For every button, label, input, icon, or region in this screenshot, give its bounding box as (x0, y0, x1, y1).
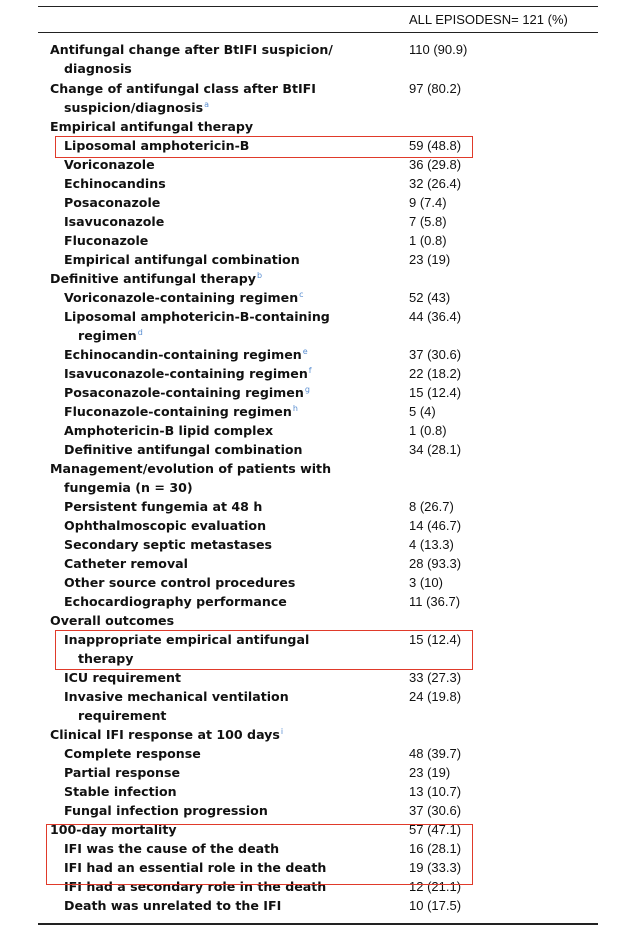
row-label (50, 79, 316, 117)
bottom-rule (38, 923, 598, 925)
row-value: 4 (13.3) (409, 537, 454, 552)
row-label-line: Isavuconazole-containing regimen$^f$ (64, 365, 312, 381)
row-label-line: suspicion/diagnosis$^a$ (64, 99, 209, 115)
row-label-line: Voriconazole-containing regimen$^c$ (64, 289, 304, 305)
row-label-line: Ophthalmoscopic evaluation (64, 518, 267, 533)
row-label (64, 307, 330, 345)
row-label-line: Death was unrelated to the IFI (64, 898, 282, 913)
row-value: 23 (19) (409, 765, 451, 780)
row-label (64, 383, 310, 402)
row-label (64, 782, 177, 801)
row-label-line: Other source control procedures (64, 575, 296, 590)
row-label-line: ICU requirement (64, 670, 181, 685)
row-label-line: Change of antifungal class after BtIFI (50, 81, 316, 96)
row-label (64, 630, 309, 668)
row-label (64, 212, 164, 231)
row-value: 44 (36.4) (409, 309, 462, 324)
row-value: 8 (26.7) (409, 499, 454, 514)
row-label-line: IFI had an essential role in the death (64, 860, 327, 875)
footnote-marker: g (304, 384, 310, 394)
row-label-line: Definitive antifungal combination (64, 442, 303, 457)
row-value: 33 (27.3) (409, 670, 462, 685)
row-value: 5 (4) (409, 404, 436, 419)
row-label-line: Empirical antifungal therapy (50, 119, 254, 134)
row-label (64, 554, 188, 573)
row-label-line: Echinocandins (64, 176, 166, 191)
row-label (64, 136, 249, 155)
row-value: 36 (29.8) (409, 157, 462, 172)
row-label (50, 117, 253, 136)
row-label (64, 573, 295, 592)
row-value: 32 (26.4) (409, 176, 462, 191)
row-label (64, 231, 148, 250)
row-label-line: Voriconazole (64, 157, 155, 172)
row-label (64, 801, 268, 820)
row-label-line: Secondary septic metastases (64, 537, 272, 552)
row-label-line: Management/evolution of patients with (50, 461, 332, 476)
row-label-line: diagnosis (64, 61, 132, 76)
footnote-marker: c (299, 289, 304, 299)
row-value: 16 (28.1) (409, 841, 462, 856)
row-label (64, 858, 326, 877)
row-label-line: Echinocandin-containing regimen$^e$ (64, 346, 308, 362)
row-label-line: Liposomal amphotericin-B-containing (64, 309, 330, 324)
footnote-marker: e (302, 346, 308, 356)
row-label (64, 174, 166, 193)
row-label (64, 535, 272, 554)
row-label-line: regimen$^d$ (78, 327, 143, 343)
row-label (64, 516, 266, 535)
row-value: 97 (80.2) (409, 81, 462, 96)
row-value: 9 (7.4) (409, 195, 447, 210)
footnote-marker: a (204, 99, 209, 109)
row-label-line: Fluconazole-containing regimen$^h$ (64, 403, 298, 419)
row-label-line: IFI was the cause of the death (64, 841, 280, 856)
row-label-line: Invasive mechanical ventilation (64, 689, 289, 704)
footnote-marker: f (308, 365, 312, 375)
row-value: 14 (46.7) (409, 518, 462, 533)
row-label-line: Posaconazole (64, 195, 161, 210)
row-label (64, 763, 180, 782)
row-label (64, 288, 304, 307)
row-value: 59 (48.8) (409, 138, 462, 153)
row-label (64, 839, 279, 858)
row-label (50, 40, 333, 78)
row-label (64, 744, 201, 763)
row-label (64, 193, 160, 212)
row-label-line: Complete response (64, 746, 201, 761)
row-value: 23 (19) (409, 252, 451, 267)
row-value: 15 (12.4) (409, 385, 462, 400)
row-label (64, 421, 273, 440)
row-value: 10 (17.5) (409, 898, 462, 913)
row-label (50, 820, 177, 839)
row-value: 48 (39.7) (409, 746, 462, 761)
row-value: 37 (30.6) (409, 347, 462, 362)
row-label-line: Liposomal amphotericin-B (64, 138, 250, 153)
footnote-marker: d (137, 327, 143, 337)
row-label (50, 725, 283, 744)
row-value: 3 (10) (409, 575, 443, 590)
row-label (64, 497, 262, 516)
row-label-line: IFI had a secondary role in the death (64, 879, 327, 894)
row-label (50, 611, 174, 630)
row-label (64, 877, 326, 896)
row-label-line: Empirical antifungal combination (64, 252, 300, 267)
row-label (64, 402, 298, 421)
row-value: 28 (93.3) (409, 556, 462, 571)
row-label (64, 896, 281, 915)
row-value: 110 (90.9) (409, 42, 468, 57)
row-label (50, 459, 331, 497)
row-value: 1 (0.8) (409, 423, 447, 438)
row-label-line: Overall outcomes (50, 613, 175, 628)
row-label-line: Echocardiography performance (64, 594, 287, 609)
footnote-marker: i (280, 726, 284, 736)
row-label-line: Amphotericin-B lipid complex (64, 423, 274, 438)
row-label (64, 345, 308, 364)
row-label (64, 687, 289, 725)
row-value: 52 (43) (409, 290, 451, 305)
row-label (64, 440, 303, 459)
row-value: 1 (0.8) (409, 233, 447, 248)
row-value: 24 (19.8) (409, 689, 462, 704)
row-value: 15 (12.4) (409, 632, 462, 647)
row-value: 13 (10.7) (409, 784, 462, 799)
row-label (64, 668, 181, 687)
footnote-marker: b (256, 270, 263, 280)
row-value: 7 (5.8) (409, 214, 447, 229)
row-label-line: Stable infection (64, 784, 177, 799)
row-value: 57 (47.1) (409, 822, 462, 837)
row-label-line: Catheter removal (64, 556, 188, 571)
row-label (64, 592, 287, 611)
footnote-marker: h (292, 403, 298, 413)
row-label (64, 250, 300, 269)
row-value: 19 (33.3) (409, 860, 462, 875)
row-label-line: Inappropriate empirical antifungal (64, 632, 310, 647)
row-label-line: Definitive antifungal therapy$^b$ (50, 270, 263, 286)
row-label (64, 364, 312, 383)
header-rule (38, 32, 598, 33)
row-label-line: fungemia (n = 30) (64, 480, 193, 495)
row-label-line: Antifungal change after BtIFI suspicion/ (50, 42, 333, 57)
row-value: 11 (36.7) (409, 594, 461, 609)
row-label-line: Posaconazole-containing regimen$^g$ (64, 384, 310, 400)
row-value: 12 (21.1) (409, 879, 462, 894)
row-label-line: Clinical IFI response at 100 days$^i$ (50, 726, 284, 742)
row-value: 34 (28.1) (409, 442, 462, 457)
row-label-line: Persistent fungemia at 48 h (64, 499, 263, 514)
column-header: ALL EPISODESN= 121 (%) (409, 12, 568, 27)
top-rule (38, 6, 598, 7)
row-label-line: 100-day mortality (50, 822, 177, 837)
row-label-line: Fungal infection progression (64, 803, 268, 818)
row-value: 22 (18.2) (409, 366, 462, 381)
row-label-line: therapy (78, 651, 134, 666)
row-label-line: Partial response (64, 765, 181, 780)
row-label-line: Fluconazole (64, 233, 149, 248)
row-label (50, 269, 262, 288)
row-label (64, 155, 155, 174)
row-label-line: Isavuconazole (64, 214, 165, 229)
row-value: 37 (30.6) (409, 803, 462, 818)
row-label-line: requirement (78, 708, 167, 723)
